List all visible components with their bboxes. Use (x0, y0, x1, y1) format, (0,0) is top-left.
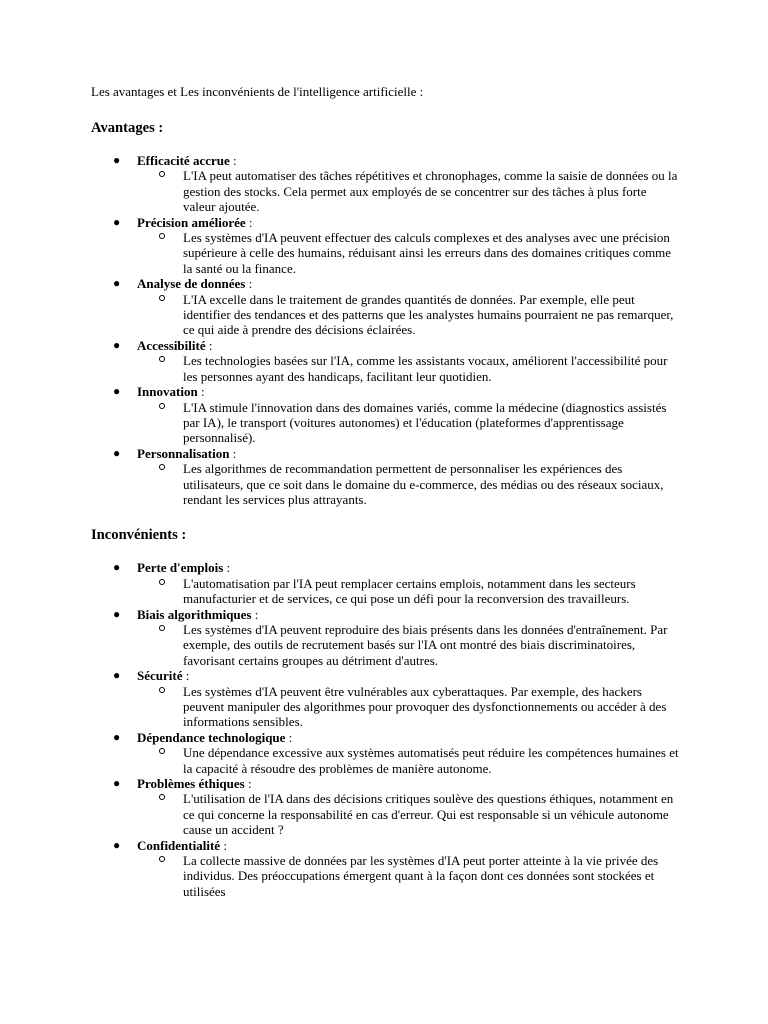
item-suffix: : (197, 384, 205, 400)
item-suffix: : (244, 776, 252, 792)
document-page (91, 84, 681, 899)
item-detail: Une dépendance excessive aux systèmes automatisés peut réduire les compétences humaines et la capacité à résoudre des problèmes de manière autonome. (183, 745, 679, 776)
advantages-list (91, 153, 681, 507)
circle-bullet-icon (159, 687, 165, 693)
item-detail: L'IA peut automatiser des tâches répétitives et chronophages, comme la saisie de données ou la gestion des stocks. Cela permet aux employés de se concentrer sur des tâches à plus forte valeur ajoutée. (183, 168, 678, 215)
bullet-icon: ● (113, 606, 121, 621)
section-heading-disadvantages: Inconvénients : (91, 527, 187, 544)
list-item (91, 153, 681, 215)
circle-bullet-icon (159, 464, 165, 470)
list-item (91, 384, 681, 446)
bullet-icon: ● (113, 668, 121, 683)
sub-list-item (137, 400, 681, 446)
item-term: Dépendance technologique (137, 729, 286, 745)
item-term: Confidentialité (137, 837, 221, 853)
item-detail: Les algorithmes de recommandation permettent de personnaliser les expériences des utilisateurs, que ce soit dans le domaine du e-commerce, des médias ou des réseaux sociaux, rendant les services plus attrayants. (183, 461, 664, 507)
item-term: Perte d'emplois (137, 560, 224, 576)
item-detail: Les systèmes d'IA peuvent reproduire des biais présents dans les données d'entraînement. Par exemple, des outils de recrutement basés sur l'IA ont montré des biais discriminatoires, favorisant certains groupes au détriment d'autres. (183, 621, 668, 668)
list-item (91, 776, 681, 838)
item-detail: Les technologies basées sur l'IA, comme les assistants vocaux, améliorent l'accessibilité pour les personnes ayant des handicaps, facilitant leur quotidien. (183, 353, 668, 384)
item-suffix: : (285, 729, 293, 745)
circle-bullet-icon (159, 748, 165, 754)
item-term: Innovation (137, 384, 198, 400)
item-term: Précision améliorée (137, 214, 246, 230)
item-suffix: : (251, 606, 259, 622)
sub-list-item (137, 576, 681, 607)
item-term: Biais algorithmiques (137, 606, 252, 622)
item-suffix: : (229, 153, 237, 168)
list-item (91, 560, 681, 606)
item-term: Personnalisation (137, 445, 230, 461)
item-detail: Les systèmes d'IA peuvent effectuer des calculs complexes et des analyses avec une précision supérieure à celle des humains, réduisant ainsi les erreurs dans des domaines critiques comme la santé ou la finance. (183, 230, 672, 276)
item-suffix: : (205, 337, 213, 353)
bullet-icon: ● (113, 560, 121, 575)
circle-bullet-icon (159, 856, 165, 862)
bullet-icon: ● (113, 445, 121, 460)
item-suffix: : (223, 560, 231, 576)
bullet-icon: ● (113, 776, 121, 791)
circle-bullet-icon (159, 233, 165, 239)
sub-list-item (137, 461, 681, 507)
sub-list-item (137, 353, 681, 384)
list-item (91, 338, 681, 384)
bullet-icon: ● (113, 337, 121, 352)
list-item (91, 668, 681, 730)
item-detail: Les systèmes d'IA peuvent être vulnérables aux cyberattaques. Par exemple, des hackers peuvent manipuler des algorithmes pour provoquer des dysfonctionnements ou accéder à des informations sensibles. (183, 683, 667, 730)
circle-bullet-icon (159, 295, 165, 301)
sub-list-item (137, 230, 681, 276)
list-item (91, 215, 681, 277)
list-item (91, 446, 681, 508)
circle-bullet-icon (159, 794, 165, 800)
sub-list-item (137, 853, 681, 899)
item-detail: La collecte massive de données par les systèmes d'IA peut porter atteinte à la vie privée des individus. Des préoccupations émergent quant à la façon dont ces données sont stockées et utilisées (183, 853, 659, 899)
sub-list-item (137, 791, 681, 837)
circle-bullet-icon (159, 579, 165, 585)
bullet-icon: ● (113, 729, 121, 744)
item-detail: L'IA stimule l'innovation dans des domaines variés, comme la médecine (diagnostics assistés par IA), le transport (voitures autonomes) et l'éducation (plateformes d'apprentissage personnalisé). (183, 399, 667, 446)
circle-bullet-icon (159, 403, 165, 409)
item-detail: L'IA excelle dans le traitement de grandes quantités de données. Par exemple, elle peut identifier des tendances et des patterns que les analystes humains pourraient ne pas remarquer, ce qui aide à prendre des décisions éclairées. (183, 291, 674, 338)
list-item (91, 607, 681, 669)
bullet-icon: ● (113, 214, 121, 229)
item-suffix: : (229, 445, 237, 461)
bullet-icon: ● (113, 384, 121, 399)
sub-list-item (137, 684, 681, 730)
item-term: Accessibilité (137, 337, 206, 353)
sub-list-item (137, 622, 681, 668)
sub-list-item (137, 292, 681, 338)
item-detail: L'utilisation de l'IA dans des décisions critiques soulève des questions éthiques, notamment en ce qui concerne la responsabilité en cas d'erreur. Qui est responsable si un véhicule autonome cause un accident ? (183, 791, 674, 838)
list-item (91, 838, 681, 900)
sub-list-item (137, 745, 681, 776)
item-term: Analyse de données (137, 276, 246, 292)
section-heading-advantages: Avantages : (91, 120, 164, 136)
list-item (91, 730, 681, 776)
document-title: Les avantages et Les inconvénients de l'intelligence artificielle : (91, 84, 424, 99)
bullet-icon: ● (113, 276, 121, 291)
bullet-icon: ● (113, 153, 121, 167)
circle-bullet-icon (159, 625, 165, 631)
bullet-icon: ● (113, 837, 121, 852)
item-suffix: : (245, 214, 253, 230)
list-item (91, 276, 681, 338)
item-suffix: : (220, 837, 227, 853)
section-advantages (91, 120, 681, 507)
item-suffix: : (245, 276, 253, 292)
item-suffix: : (182, 668, 190, 684)
disadvantages-list (91, 560, 681, 899)
item-term: Problèmes éthiques (137, 776, 245, 792)
section-disadvantages (91, 527, 681, 899)
sub-list-item (137, 168, 681, 214)
circle-bullet-icon (159, 171, 165, 177)
item-term: Efficacité accrue (137, 153, 230, 168)
item-term: Sécurité (137, 668, 183, 684)
item-detail: L'automatisation par l'IA peut remplacer certains emplois, notamment dans les secteurs manufacturier et de services, ce qui pose un défi pour la reconversion des travailleurs. (183, 575, 636, 607)
circle-bullet-icon (159, 356, 165, 362)
